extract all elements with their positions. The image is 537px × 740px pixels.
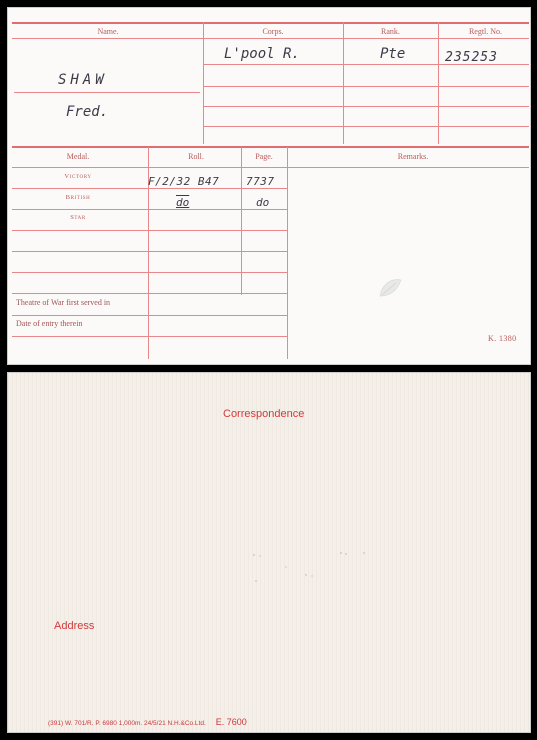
imprint-code: E. 7600 <box>215 717 247 727</box>
forename-entry: Fred. <box>66 104 109 120</box>
page-entry-victory: 7737 <box>246 175 275 188</box>
medal-label-star: Star <box>70 214 86 221</box>
entry-rule-4 <box>203 126 529 127</box>
page-entry-british: do <box>256 196 270 209</box>
corps-entry: L'pool R. <box>224 46 300 62</box>
medal-header-rule <box>12 167 529 168</box>
medal-rule-2 <box>12 209 287 210</box>
form-reference: K. 1380 <box>488 334 517 343</box>
header-remarks: Remarks. <box>397 152 429 161</box>
header-roll: Roll. <box>188 152 204 161</box>
header-corps: Corps. <box>262 27 284 36</box>
medal-rule-8 <box>12 336 287 337</box>
medal-rule-4 <box>12 251 287 252</box>
medal-top-rule <box>12 146 529 148</box>
entry-rule-2 <box>203 86 529 87</box>
entry-rule-3 <box>203 106 529 107</box>
roll-entry-british: do <box>176 196 190 209</box>
divider-page-remarks <box>287 147 288 359</box>
header-rule <box>12 38 529 39</box>
surname-entry: SHAW <box>58 72 108 88</box>
address-heading: Address <box>54 620 95 632</box>
roll-entry-victory: F/2/32 B47 <box>148 175 220 188</box>
imprint-details: (391) W. 701/R. P. 6980 1,000m. 24/5/21 N.H.&Co.Ltd. <box>48 720 206 727</box>
medal-rule-3 <box>12 230 287 231</box>
medal-card-back <box>7 372 531 733</box>
top-rule <box>12 22 529 24</box>
medal-label-british: British <box>65 194 91 201</box>
embossed-mark-icon <box>376 276 404 302</box>
medal-rule-5 <box>12 272 287 273</box>
medal-card-front <box>7 7 531 365</box>
header-page: Page. <box>255 152 273 161</box>
rank-entry: Pte <box>380 46 406 62</box>
medal-rule-1 <box>12 188 287 189</box>
medal-rule-7 <box>12 315 287 316</box>
theatre-of-war-label: Theatre of War first served in <box>16 298 111 307</box>
header-medal: Medal. <box>66 152 90 161</box>
name-rule <box>14 92 200 93</box>
date-of-entry-label: Date of entry therein <box>16 319 83 328</box>
pencil-marks-icon <box>246 547 376 587</box>
correspondence-heading: Correspondence <box>223 408 305 420</box>
header-name: Name. <box>97 27 119 36</box>
medal-label-victory: Victory <box>64 173 92 180</box>
header-regtl-no: Regtl. No. <box>468 27 503 36</box>
medal-rule-6 <box>12 293 287 294</box>
header-rank: Rank. <box>381 27 400 36</box>
regtl-no-entry: 235253 <box>445 50 498 65</box>
printer-imprint <box>48 712 247 730</box>
